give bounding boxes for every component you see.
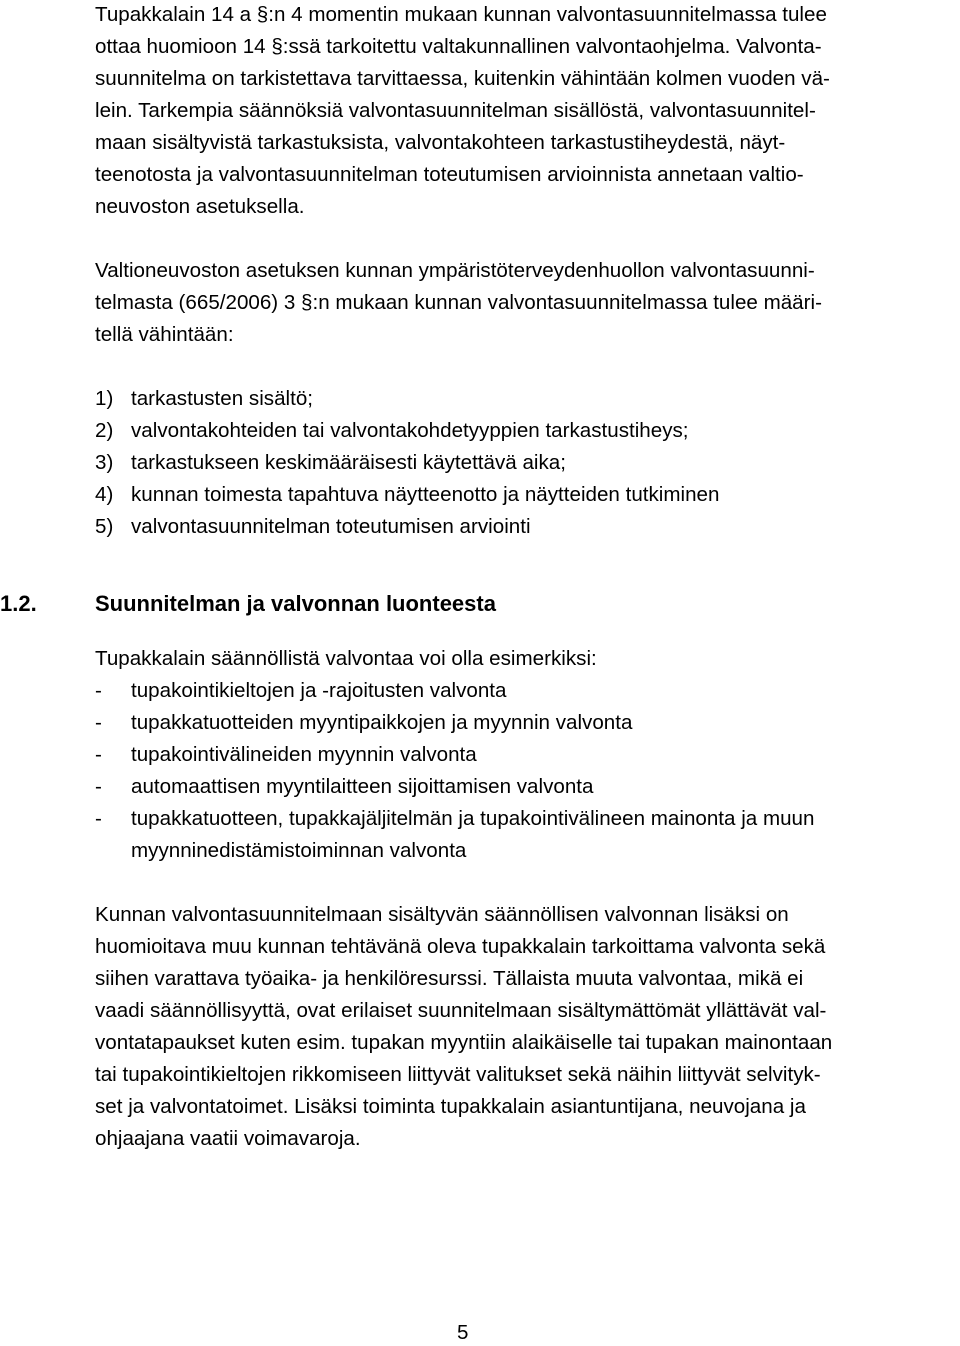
list-item-text: kunnan toimesta tapahtuva näytteenotto ja näytteiden tutkiminen bbox=[131, 483, 720, 506]
text-line: Tupakkalain 14 a §:n 4 momentin mukaan kunnan valvontasuunnitelmassa tulee bbox=[95, 3, 827, 26]
section-title: Suunnitelman ja valvonnan luonteesta bbox=[95, 591, 496, 616]
text-line: suunnitelma on tarkistettava tarvittaessa, kuitenkin vähintään kolmen vuoden vä- bbox=[95, 67, 830, 90]
list-item-dash: - bbox=[95, 775, 102, 798]
section-number: 1.2. bbox=[0, 591, 37, 616]
list-item-number: 2) bbox=[95, 419, 114, 442]
text-line: vaadi säännöllisyyttä, ovat erilaiset suunnitelmaan sisältymättömät yllättävät val- bbox=[95, 999, 827, 1022]
list-item-number: 3) bbox=[95, 451, 114, 474]
list-item-text: tarkastusten sisältö; bbox=[131, 387, 313, 410]
text-line: huomioitava muu kunnan tehtävänä oleva tupakkalain tarkoittama valvonta sekä bbox=[95, 935, 826, 958]
list-item-dash: - bbox=[95, 807, 102, 830]
list-item-text: tupakointivälineiden myynnin valvonta bbox=[131, 743, 477, 766]
text-line: Valtioneuvoston asetuksen kunnan ympäristöterveydenhuollon valvontasuunni- bbox=[95, 259, 815, 282]
list-item-number: 1) bbox=[95, 387, 114, 410]
text-line: maan sisältyvistä tarkastuksista, valvontakohteen tarkastustiheydestä, näyt- bbox=[95, 131, 786, 154]
list-item-number: 5) bbox=[95, 515, 114, 538]
text-line: siihen varattava työaika- ja henkilöresurssi. Tällaista muuta valvontaa, mikä ei bbox=[95, 967, 804, 990]
list-item-text: tupakointikieltojen ja -rajoitusten valvonta bbox=[131, 679, 507, 702]
list-item-text: valvontakohteiden tai valvontakohdetyyppien tarkastustiheys; bbox=[131, 419, 689, 442]
page-number: 5 bbox=[457, 1321, 469, 1344]
text-line: tellä vähintään: bbox=[95, 323, 234, 346]
text-line: neuvoston asetuksella. bbox=[95, 195, 305, 218]
list-item-text: automaattisen myyntilaitteen sijoittamisen valvonta bbox=[131, 775, 594, 798]
text-line: set ja valvontatoimet. Lisäksi toiminta tupakkalain asiantuntijana, neuvojana ja bbox=[95, 1095, 806, 1118]
text-line: lein. Tarkempia säännöksiä valvontasuunnitelman sisällöstä, valvontasuunnitel- bbox=[95, 99, 816, 122]
list-item-text: tupakkatuotteiden myyntipaikkojen ja myynnin valvonta bbox=[131, 711, 633, 734]
list-item-dash: - bbox=[95, 679, 102, 702]
list-item-text: tarkastukseen keskimääräisesti käytettävä aika; bbox=[131, 451, 566, 474]
text-line: vontatapaukset kuten esim. tupakan myyntiin alaikäiselle tai tupakan mainontaan bbox=[95, 1031, 833, 1054]
text-line: tai tupakointikieltojen rikkomiseen liittyvät valitukset sekä näihin liittyvät selvityk- bbox=[95, 1063, 821, 1086]
dash-list-intro: Tupakkalain säännöllistä valvontaa voi olla esimerkiksi: bbox=[95, 647, 597, 670]
text-line: ohjaajana vaatii voimavaroja. bbox=[95, 1127, 361, 1150]
text-line: teenotosta ja valvontasuunnitelman toteutumisen arvioinnista annetaan valtio- bbox=[95, 163, 804, 186]
list-item-text-continued: myynninedistämistoiminnan valvonta bbox=[131, 839, 467, 862]
list-item-text: tupakkatuotteen, tupakkajäljitelmän ja tupakointivälineen mainonta ja muun bbox=[131, 807, 815, 830]
list-item-text: valvontasuunnitelman toteutumisen arviointi bbox=[131, 515, 531, 538]
text-line: Kunnan valvontasuunnitelmaan sisältyvän säännöllisen valvonnan lisäksi on bbox=[95, 903, 789, 926]
list-item-dash: - bbox=[95, 711, 102, 734]
list-item-number: 4) bbox=[95, 483, 114, 506]
text-line: ottaa huomioon 14 §:ssä tarkoitettu valtakunnallinen valvontaohjelma. Valvonta- bbox=[95, 35, 822, 58]
text-line: telmasta (665/2006) 3 §:n mukaan kunnan valvontasuunnitelmassa tulee määri- bbox=[95, 291, 822, 314]
list-item-dash: - bbox=[95, 743, 102, 766]
